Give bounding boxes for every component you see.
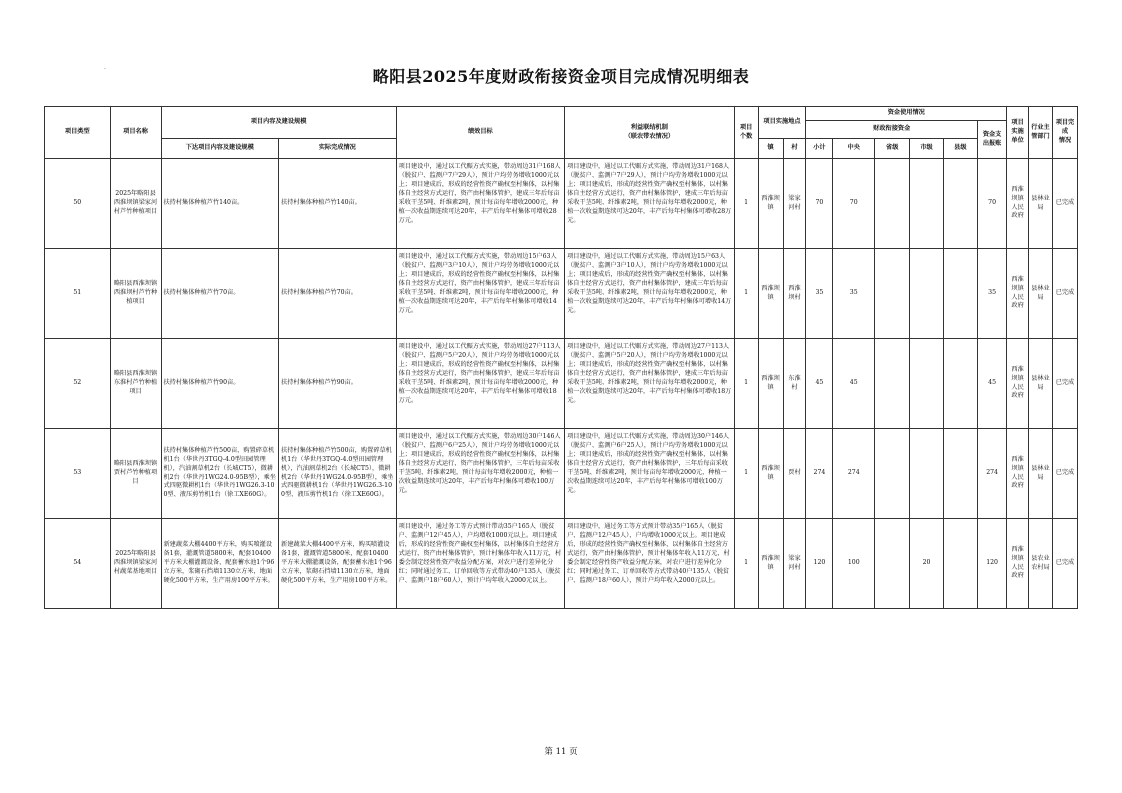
cell-count: 1 [734, 249, 758, 339]
cell-benefit: 项目建设中，通过以工代赈方式实施，带动周边30户146人（脱贫户、监测户6户25人），预计户均劳务增收1000元以上；项目建成后，形成的经营性资产确权至村集体，以村集体自主经营方式运行，资产由村集体管护，三年后每亩采收干茎5吨、纤维素2吨，预计每亩每年增收2000元，种植一次收益期连续可达20年，丰产后每年村集体可增收100万元。 [565, 429, 735, 519]
header-content: 项目内容及建设规模 [161, 107, 396, 139]
header-county: 县级 [943, 139, 977, 159]
cell-unit: 西淮坝镇人民政府 [1007, 159, 1029, 249]
table-row [45, 249, 1078, 339]
table-row [45, 339, 1078, 429]
cell-reimbursement: 274 [978, 429, 1007, 519]
cell-status: 已完成 [1052, 249, 1077, 339]
cell-status: 已完成 [1052, 429, 1077, 519]
header-benefit: 利益联结机制 （联农带农情况） [565, 107, 735, 159]
cell-dept: 县林业局 [1029, 159, 1053, 249]
cell-subtotal: 274 [806, 429, 833, 519]
cell-actual: 扶持村集体种植芦竹140亩。 [279, 159, 397, 249]
cell-central: 35 [833, 249, 875, 339]
header-actual: 实际完成情况 [279, 139, 397, 159]
cell-village: 贾村 [783, 429, 806, 519]
cell-central: 100 [833, 519, 875, 609]
cell-performance: 项目建设中，通过以工代赈方式实施，带动周边31户168人（脱贫户、监测户7户29人），预计户均劳务增收1000元以上；项目建成后，形成的经营性资产确权至村集体，以村集体自主经营方式运行，资产由村集体管护，建成三年后每亩采收干茎5吨、纤维素2吨，预计每亩每年增收2000元，种植一次收益期连续可达20年，丰产后每年村集体可增收28万元。 [396, 159, 565, 249]
cell-type: 54 [45, 519, 111, 609]
header-subtotal: 小计 [806, 139, 833, 159]
header-location: 项目实施地点 [758, 107, 806, 139]
cell-province [875, 519, 910, 609]
header-fiscal: 财政衔接资金 [806, 121, 978, 139]
page-number: 第 11 页 [544, 747, 578, 757]
header-reimbursement: 资金支出报账 [978, 121, 1007, 159]
cell-reimbursement: 45 [978, 339, 1007, 429]
cell-central: 70 [833, 159, 875, 249]
cell-name: 2025年略阳县西淮坝镇梁家河村芦竹种植项目 [110, 159, 161, 249]
cell-county [943, 429, 977, 519]
header-central: 中央 [833, 139, 875, 159]
cell-dept: 县林业局 [1029, 249, 1053, 339]
cell-reimbursement: 120 [978, 519, 1007, 609]
cell-benefit: 项目建设中，通过务工等方式预计带动35户165人（脱贫户、监测户12户45人），户均增收1000元以上。项目建成后，形成的经营性资产确权至村集体，以村集体自主经营方式运行，资产由村集体管护，预计村集体年收入11万元，村委会制定经营性资产收益分配方案，对农户进行差异化分红；同时通过务工、订单回收等方式带动40户135人（脱贫户、监测户18户60人），预计户均年收入2000元以上。 [565, 519, 735, 609]
cell-dept: 县林业局 [1029, 339, 1053, 429]
cell-type: 52 [45, 339, 111, 429]
cell-city [910, 159, 943, 249]
cell-town: 西淮坝镇 [758, 429, 783, 519]
cell-name: 略阳县西淮坝镇西淮坝村芦竹种植项目 [110, 249, 161, 339]
cell-county [943, 249, 977, 339]
cell-actual: 扶持村集体种植芦竹90亩。 [279, 339, 397, 429]
cell-name: 略阳县西淮坝镇东淮村芦竹种植项目 [110, 339, 161, 429]
table-row [45, 159, 1078, 249]
cell-count: 1 [734, 429, 758, 519]
cell-status: 已完成 [1052, 339, 1077, 429]
header-plan: 下达项目内容及建设规模 [161, 139, 279, 159]
header-province: 省级 [875, 139, 910, 159]
cell-status: 已完成 [1052, 159, 1077, 249]
table-row [45, 519, 1078, 609]
cell-city [910, 249, 943, 339]
header-count: 项目 个数 [734, 107, 758, 159]
cell-count: 1 [734, 159, 758, 249]
cell-subtotal: 35 [806, 249, 833, 339]
cell-reimbursement: 70 [978, 159, 1007, 249]
header-performance: 绩效目标 [396, 107, 565, 159]
cell-town: 西淮坝镇 [758, 519, 783, 609]
cell-province [875, 339, 910, 429]
cell-city [910, 429, 943, 519]
cell-city [910, 339, 943, 429]
cell-plan: 扶持村集体种植芦竹500亩，购置碎草机机1台（华世丹3TGQ-4.0型田园管理机），汽油割草机2台（长城CT5），微耕机2台（华世丹1WG24.0-95B型），乘坐式四驱微耕机1台（华世丹1WG26.3-100型、液压剪竹机1台（徐工XE60G）。 [161, 429, 279, 519]
cell-type: 53 [45, 429, 111, 519]
cell-plan: 扶持村集体种植芦竹90亩。 [161, 339, 279, 429]
cell-plan: 扶持村集体种植芦竹140亩。 [161, 159, 279, 249]
cell-name: 2025年略阳县西淮坝镇梁家河村蔬菜基地项目 [110, 519, 161, 609]
cell-town: 西淮坝镇 [758, 159, 783, 249]
header-unit: 项目 实施 单位 [1007, 107, 1029, 159]
cell-benefit: 项目建设中，通过以工代赈方式实施，带动周边31户168人（脱贫户、监测户7户29人），预计户均劳务增收1000元以上；项目建成后，形成的经营性资产确权至村集体，以村集体自主经营方式运行，资产由村集体管护，建成三年后每亩采收干茎5吨、纤维素2吨，预计每亩每年增收2000元，种植一次收益期连续可达20年，丰产后每年村集体可增收28万元。 [565, 159, 735, 249]
cell-count: 1 [734, 519, 758, 609]
cell-benefit: 项目建设中，通过以工代赈方式实施，带动周边15户63人（脱贫户、监测户3户10人），预计户均劳务增收1000元以上；项目建成后，形成的经营性资产确权至村集体，以村集体自主经营方式运行，资产由村集体管护，建成三年后每亩采收干茎5吨、纤维素2吨，预计每亩每年增收2000元，种植一次收益期连续可达20年，丰产后每年村集体可增收14万元。 [565, 249, 735, 339]
cell-village: 西淮坝村 [783, 249, 806, 339]
cell-central: 45 [833, 339, 875, 429]
table-row [45, 429, 1078, 519]
cell-unit: 西淮坝镇人民政府 [1007, 249, 1029, 339]
cell-performance: 项目建设中，通过以工代赈方式实施，带动周边30户146人（脱贫户、监测户6户25人），预计户均劳务增收1000元以上；项目建成后，形成的经营性资产确权至村集体，以村集体自主经营方式运行，资产由村集体管护，三年后每亩采收干茎5吨、纤维素2吨，预计每亩每年增收2000元，种植一次收益期连续可达20年，丰产后每年村集体可增收100万元。 [396, 429, 565, 519]
cell-province [875, 429, 910, 519]
header-town: 镇 [758, 139, 783, 159]
cell-unit: 西淮坝镇人民政府 [1007, 429, 1029, 519]
cell-city: 20 [910, 519, 943, 609]
cell-unit: 西淮坝镇人民政府 [1007, 339, 1029, 429]
cell-actual: 新建蔬菜大棚4400平方米，购买喷灌设备1套，灌溉管道5800米，配套10400平方米大棚灌溉设备，配套蓄水池1个96立方米，浆砌石挡墙1130立方米，地面硬化500平方米，生产用房100平方米。 [279, 519, 397, 609]
cell-performance: 项目建设中，通过以工代赈方式实施，带动周边15户63人（脱贫户、监测户3户10人），预计户均劳务增收1000元以上；项目建成后，形成的经营性资产确权至村集体，以村集体自主经营方式运行，资产由村集体管护，建成三年后每亩采收干茎5吨、纤维素2吨，预计每亩每年增收2000元，种植一次收益期连续可达20年，丰产后每年村集体可增收14万元。 [396, 249, 565, 339]
header-dept: 行业主 管部门 [1029, 107, 1053, 159]
project-table [44, 106, 1078, 609]
header-village: 村 [783, 139, 806, 159]
page-title: 略阳县2025年度财政衔接资金项目完成情况明细表 [372, 67, 750, 86]
cell-village: 东淮村 [783, 339, 806, 429]
cell-performance: 项目建设中，通过以工代赈方式实施，带动周边27户113人（脱贫户、监测户5户20人），预计户均劳务增收1000元以上；项目建成后，形成的经营性资产确权至村集体，以村集体自主经营方式运行，资产由村集体管护，建成三年后每亩采收干茎5吨、纤维素2吨，预计每亩每年增收2000元，种植一次收益期连续可达20年，丰产后每年村集体可增收18万元。 [396, 339, 565, 429]
header-fund-use: 资金使用情况 [806, 107, 1007, 121]
cell-actual: 扶持村集体种植芦竹500亩，购置碎草机机1台（华世丹3TGQ-4.0型田园管理机），汽油割草机2台（长城CT5），微耕机2台（华世丹1WG24.0-95B型），乘坐式四驱微耕机1台（华世丹1WG26.3-100型、液压剪竹机1台（徐工XE60G）。 [279, 429, 397, 519]
header-type: 项目类型 [45, 107, 111, 159]
cell-plan: 扶持村集体种植芦竹70亩。 [161, 249, 279, 339]
cell-county [943, 519, 977, 609]
cell-village: 梁家河村 [783, 159, 806, 249]
cell-dept: 县农业农村局 [1029, 519, 1053, 609]
cell-type: 50 [45, 159, 111, 249]
cell-name: 略阳县西淮坝镇贾村芦竹种植项目 [110, 429, 161, 519]
cell-plan: 新建蔬菜大棚4400平方米，购买喷灌设备1套，灌溉管道5800米，配套10400平方米大棚灌溉设备，配套蓄水池1个96立方米，浆砌石挡墙1130立方米，地面硬化500平方米，生产用房100平方米。 [161, 519, 279, 609]
cell-subtotal: 45 [806, 339, 833, 429]
cell-town: 西淮坝镇 [758, 339, 783, 429]
cell-county [943, 159, 977, 249]
cell-count: 1 [734, 339, 758, 429]
cell-province [875, 159, 910, 249]
cell-dept: 县林业局 [1029, 429, 1053, 519]
cell-town: 西淮坝镇 [758, 249, 783, 339]
cell-unit: 西淮坝镇人民政府 [1007, 519, 1029, 609]
cell-county [943, 339, 977, 429]
cell-central: 274 [833, 429, 875, 519]
cell-province [875, 249, 910, 339]
cell-performance: 项目建设中，通过务工等方式预计带动35户165人（脱贫户、监测户12户45人），户均增收1000元以上。项目建成后，形成的经营性资产确权至村集体，以村集体自主经营方式运行，资产由村集体管护，预计村集体年收入11万元，村委会制定经营性资产收益分配方案，对农户进行差异化分红；同时通过务工、订单回收等方式带动40户135人（脱贫户、监测户18户60人），预计户均年收入2000元以上。 [396, 519, 565, 609]
header-city: 市级 [910, 139, 943, 159]
corner-mark: . [104, 64, 106, 71]
cell-subtotal: 120 [806, 519, 833, 609]
header-name: 项目名称 [110, 107, 161, 159]
cell-type: 51 [45, 249, 111, 339]
cell-actual: 扶持村集体种植芦竹70亩。 [279, 249, 397, 339]
cell-benefit: 项目建设中，通过以工代赈方式实施，带动周边27户113人（脱贫户、监测户5户20人），预计户均劳务增收1000元以上；项目建成后，形成的经营性资产确权至村集体，以村集体自主经营方式运行，资产由村集体管护，建成三年后每亩采收干茎5吨、纤维素2吨，预计每亩每年增收2000元，种植一次收益期连续可达20年，丰产后每年村集体可增收18万元。 [565, 339, 735, 429]
header-status: 项目完成 情况 [1052, 107, 1077, 159]
cell-subtotal: 70 [806, 159, 833, 249]
cell-reimbursement: 35 [978, 249, 1007, 339]
cell-status: 已完成 [1052, 519, 1077, 609]
cell-village: 梁家河村 [783, 519, 806, 609]
